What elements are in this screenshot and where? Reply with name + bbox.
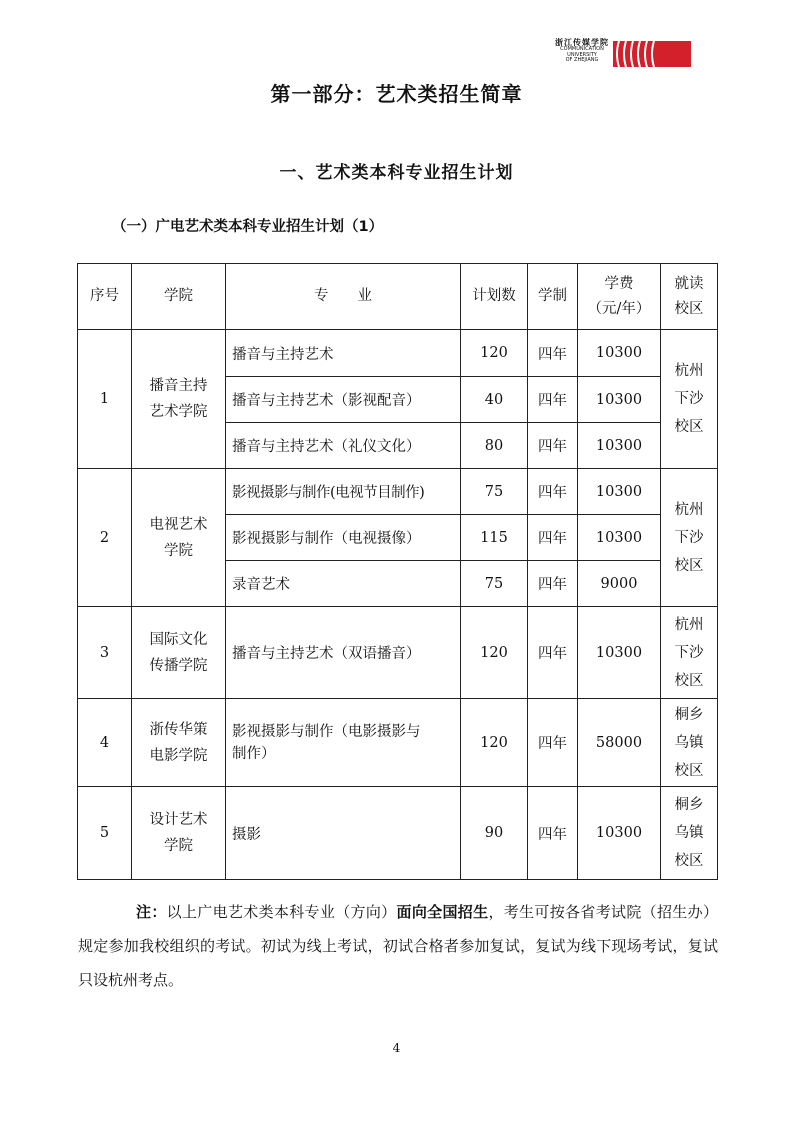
duration-cell: 四年 (528, 377, 578, 423)
major-cell: 播音与主持艺术（双语播音） (226, 607, 461, 699)
major-cell: 播音与主持艺术 (226, 330, 461, 377)
logo-name-en-1: COMMUNICATION (560, 45, 604, 52)
campus-line: 校区 (674, 557, 704, 574)
logo-name-cn: 浙江传媒学院 (555, 37, 609, 47)
header-campus-line1: 就读 (674, 275, 704, 292)
duration-cell: 四年 (528, 515, 578, 561)
note-label: 注： (136, 903, 167, 921)
college-line: 传播学院 (149, 657, 208, 674)
major-cell: 影视摄影与制作（电视摄像） (226, 515, 461, 561)
college-cell (132, 787, 226, 880)
enrollment-plan-table (77, 263, 718, 880)
campus-cell (661, 330, 718, 469)
seq-cell: 1 (78, 330, 132, 469)
header-campus-line2: 校区 (674, 300, 704, 317)
quota-cell: 90 (461, 787, 528, 880)
header-college: 学院 (132, 264, 226, 330)
enrollment-note (78, 895, 718, 997)
table-row (78, 699, 718, 787)
college-line: 电影学院 (149, 747, 208, 764)
campus-line: 校区 (674, 762, 704, 779)
note-text-part2: ，考生可按各省考试院（招生办）规定参加我校组织的考试。初试为线上考试，初试合格者参加复试，复试为线下现场考试，复试只设杭州考点。 (78, 903, 718, 989)
major-cell: 播音与主持艺术（影视配音） (226, 377, 461, 423)
quota-cell: 75 (461, 469, 528, 515)
campus-line: 桐乡 (674, 797, 704, 813)
college-line: 播音主持 (149, 378, 208, 394)
seq-cell: 5 (78, 787, 132, 880)
duration-cell: 四年 (528, 330, 578, 377)
college-line: 设计艺术 (149, 812, 208, 828)
table-header-row (78, 264, 718, 330)
campus-line: 校区 (674, 853, 704, 869)
college-line: 学院 (164, 542, 193, 559)
table-row (78, 330, 718, 377)
quota-cell: 80 (461, 423, 528, 469)
major-cell: 录音艺术 (226, 561, 461, 607)
college-cell (132, 330, 226, 469)
quota-cell: 115 (461, 515, 528, 561)
header-fee-line2: （元/年） (587, 300, 651, 317)
campus-line: 乌镇 (674, 825, 704, 841)
college-line: 国际文化 (149, 631, 208, 648)
fee-cell: 10300 (578, 377, 661, 423)
logo-stripes-icon (613, 41, 691, 67)
duration-cell: 四年 (528, 469, 578, 515)
campus-line: 乌镇 (674, 734, 704, 751)
college-line: 艺术学院 (149, 404, 208, 420)
major-cell: 摄影 (226, 787, 461, 880)
fee-cell: 10300 (578, 469, 661, 515)
college-line: 电视艺术 (149, 516, 208, 533)
campus-line: 校区 (674, 419, 704, 435)
campus-line: 下沙 (674, 391, 704, 407)
fee-cell: 10300 (578, 787, 661, 880)
header-major: 专 业 (226, 264, 461, 330)
campus-line: 桐乡 (674, 706, 704, 723)
fee-cell: 9000 (578, 561, 661, 607)
header-quota: 计划数 (461, 264, 528, 330)
logo-name-en-2: UNIVERSITY (567, 51, 597, 58)
seq-cell: 4 (78, 699, 132, 787)
duration-cell: 四年 (528, 699, 578, 787)
campus-cell (661, 607, 718, 699)
header-fee-line1: 学费 (604, 275, 634, 292)
quota-cell: 120 (461, 330, 528, 377)
campus-line: 下沙 (674, 529, 704, 546)
campus-cell (661, 469, 718, 607)
note-emphasis: 面向全国招生 (396, 903, 489, 921)
campus-cell (661, 699, 718, 787)
page-number: 4 (392, 1041, 401, 1055)
duration-cell: 四年 (528, 423, 578, 469)
note-text-part1: 以上广电艺术类本科专业（方向） (166, 903, 397, 921)
major-line: 影视摄影与制作（电影摄影与 (232, 723, 421, 740)
major-line: 制作） (232, 745, 276, 762)
university-logo (551, 38, 691, 70)
college-line: 学院 (164, 838, 193, 854)
campus-line: 校区 (674, 672, 704, 689)
duration-cell: 四年 (528, 787, 578, 880)
fee-cell: 58000 (578, 699, 661, 787)
college-cell (132, 699, 226, 787)
header-campus (661, 264, 718, 330)
seq-cell: 2 (78, 469, 132, 607)
campus-cell (661, 787, 718, 880)
seq-cell: 3 (78, 607, 132, 699)
table-row (78, 787, 718, 880)
page-title: 第一部分：艺术类招生简章 (270, 82, 523, 106)
fee-cell: 10300 (578, 330, 661, 377)
header-duration: 学制 (528, 264, 578, 330)
fee-cell: 10300 (578, 607, 661, 699)
subsection-title: （一）广电艺术类本科专业招生计划（1） (112, 219, 384, 235)
major-cell: 播音与主持艺术（礼仪文化） (226, 423, 461, 469)
table-row (78, 607, 718, 699)
header-seq: 序号 (78, 264, 132, 330)
college-line: 浙传华策 (149, 721, 208, 738)
fee-cell: 10300 (578, 515, 661, 561)
logo-name-en-3: OF ZHEJIANG (565, 57, 599, 64)
table-row (78, 469, 718, 515)
duration-cell: 四年 (528, 561, 578, 607)
quota-cell: 75 (461, 561, 528, 607)
college-cell (132, 607, 226, 699)
college-cell (132, 469, 226, 607)
quota-cell: 120 (461, 699, 528, 787)
duration-cell: 四年 (528, 607, 578, 699)
quota-cell: 120 (461, 607, 528, 699)
fee-cell: 10300 (578, 423, 661, 469)
quota-cell: 40 (461, 377, 528, 423)
campus-line: 杭州 (674, 501, 704, 518)
section-title: 一、艺术类本科专业招生计划 (279, 163, 514, 183)
header-fee (578, 264, 661, 330)
major-cell (226, 699, 461, 787)
campus-line: 杭州 (674, 616, 704, 633)
major-cell: 影视摄影与制作(电视节目制作) (226, 469, 461, 515)
campus-line: 杭州 (674, 363, 704, 379)
campus-line: 下沙 (674, 644, 704, 661)
